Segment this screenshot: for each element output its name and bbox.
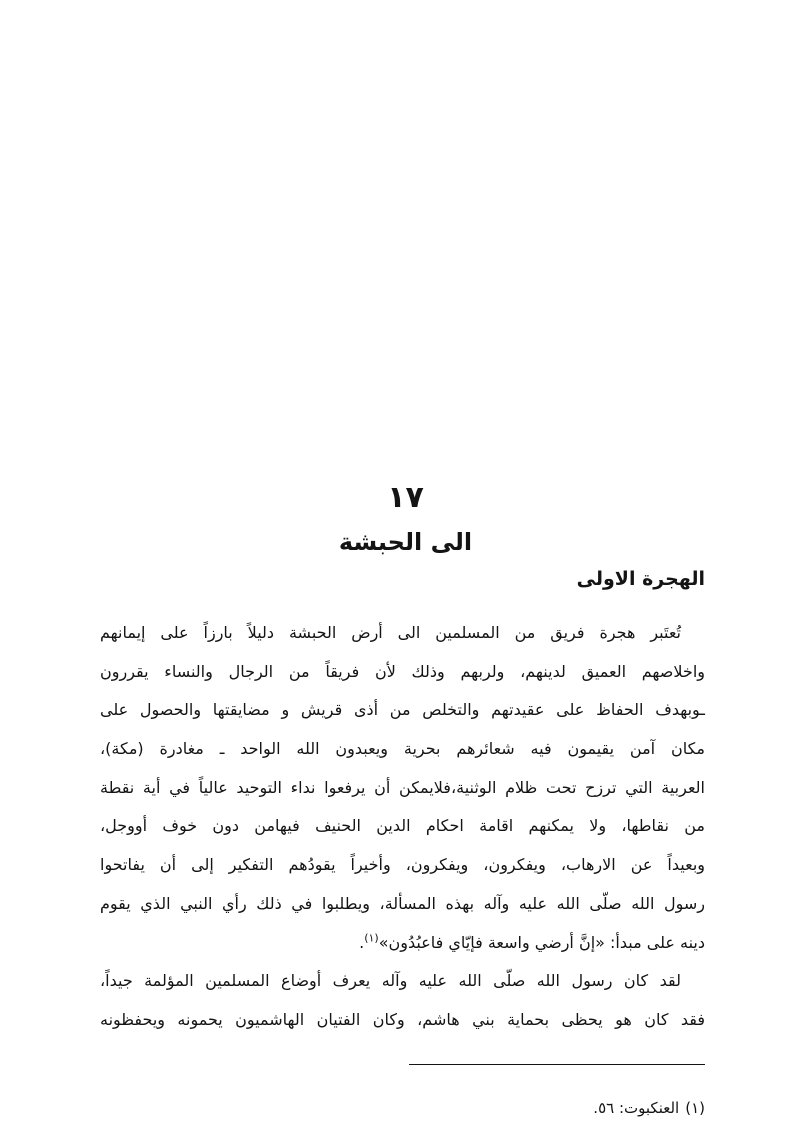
paragraph [100, 962, 705, 1039]
footnote-marker: (١) [685, 1099, 705, 1117]
text-line: تُعتَبر هجرة فريق من المسلمين الى أرض الحبشة دليلاً بارزاً على إيمانهم [100, 623, 681, 642]
text-line: رسول الله صلّى الله عليه وآله بهذه المسألة، ويطلبوا في ذلك رأي النبي الذي يقوم [100, 893, 705, 913]
section-heading: الهجرة الاولى [576, 568, 705, 590]
chapter-number: ١٧ [387, 480, 424, 515]
text-line: ـوبهدف الحفاظ على عقيدتهم والتخلص من أذى قريش و مضايقتها والحصول على [100, 700, 705, 720]
footnote-text: العنكبوت: ٥٦. [593, 1099, 680, 1117]
footnote-reference: (١) [364, 931, 379, 945]
text-line: وبعيداً عن الارهاب، ويفكرون، ويفكرون، وأخيراً يقودُهم التفكير إلى أن يفاتحوا [100, 855, 705, 875]
body-text [100, 614, 705, 1040]
footnote-separator [409, 1064, 705, 1065]
text-line-last [100, 924, 705, 963]
text-line: واخلاصهم العميق لدينهم، ولربهم وذلك لأن فريقاً من الرجال والنساء يقررون [100, 661, 705, 681]
quote-text: دينه على مبدأ: «إنَّ أرضي واسعة فإيّاي فاعبُدُون» [378, 932, 705, 952]
chapter-title: الى الحبشة [338, 528, 473, 556]
text-line: لقد كان رسول الله صلّى الله عليه وآله يعرف أوضاع المسلمين المؤلمة جيداً، [100, 971, 681, 991]
paragraph [100, 614, 705, 962]
sentence-end: . [359, 932, 365, 952]
text-line: من نقاطها، ولا يمكنهم اقامة احكام الدين الحنيف فيهامن دون خوف أووجل، [100, 816, 705, 836]
text-line: العربية التي ترزح تحت ظلام الوثنية،فلايمكن أن يرفعوا نداء التوحيد عالياً في أية نقطة [100, 777, 705, 797]
footnote [593, 1094, 705, 1122]
text-line: مكان آمن يقيمون فيه شعائرهم بحرية ويعبدون الله الواحد ـ مغادرة (مكة)، [100, 739, 705, 759]
text-line: فقد كان هو يحظى بحماية بني هاشم، وكان الفتيان الهاشميون يحمونه ويحفظونه [100, 1009, 705, 1029]
